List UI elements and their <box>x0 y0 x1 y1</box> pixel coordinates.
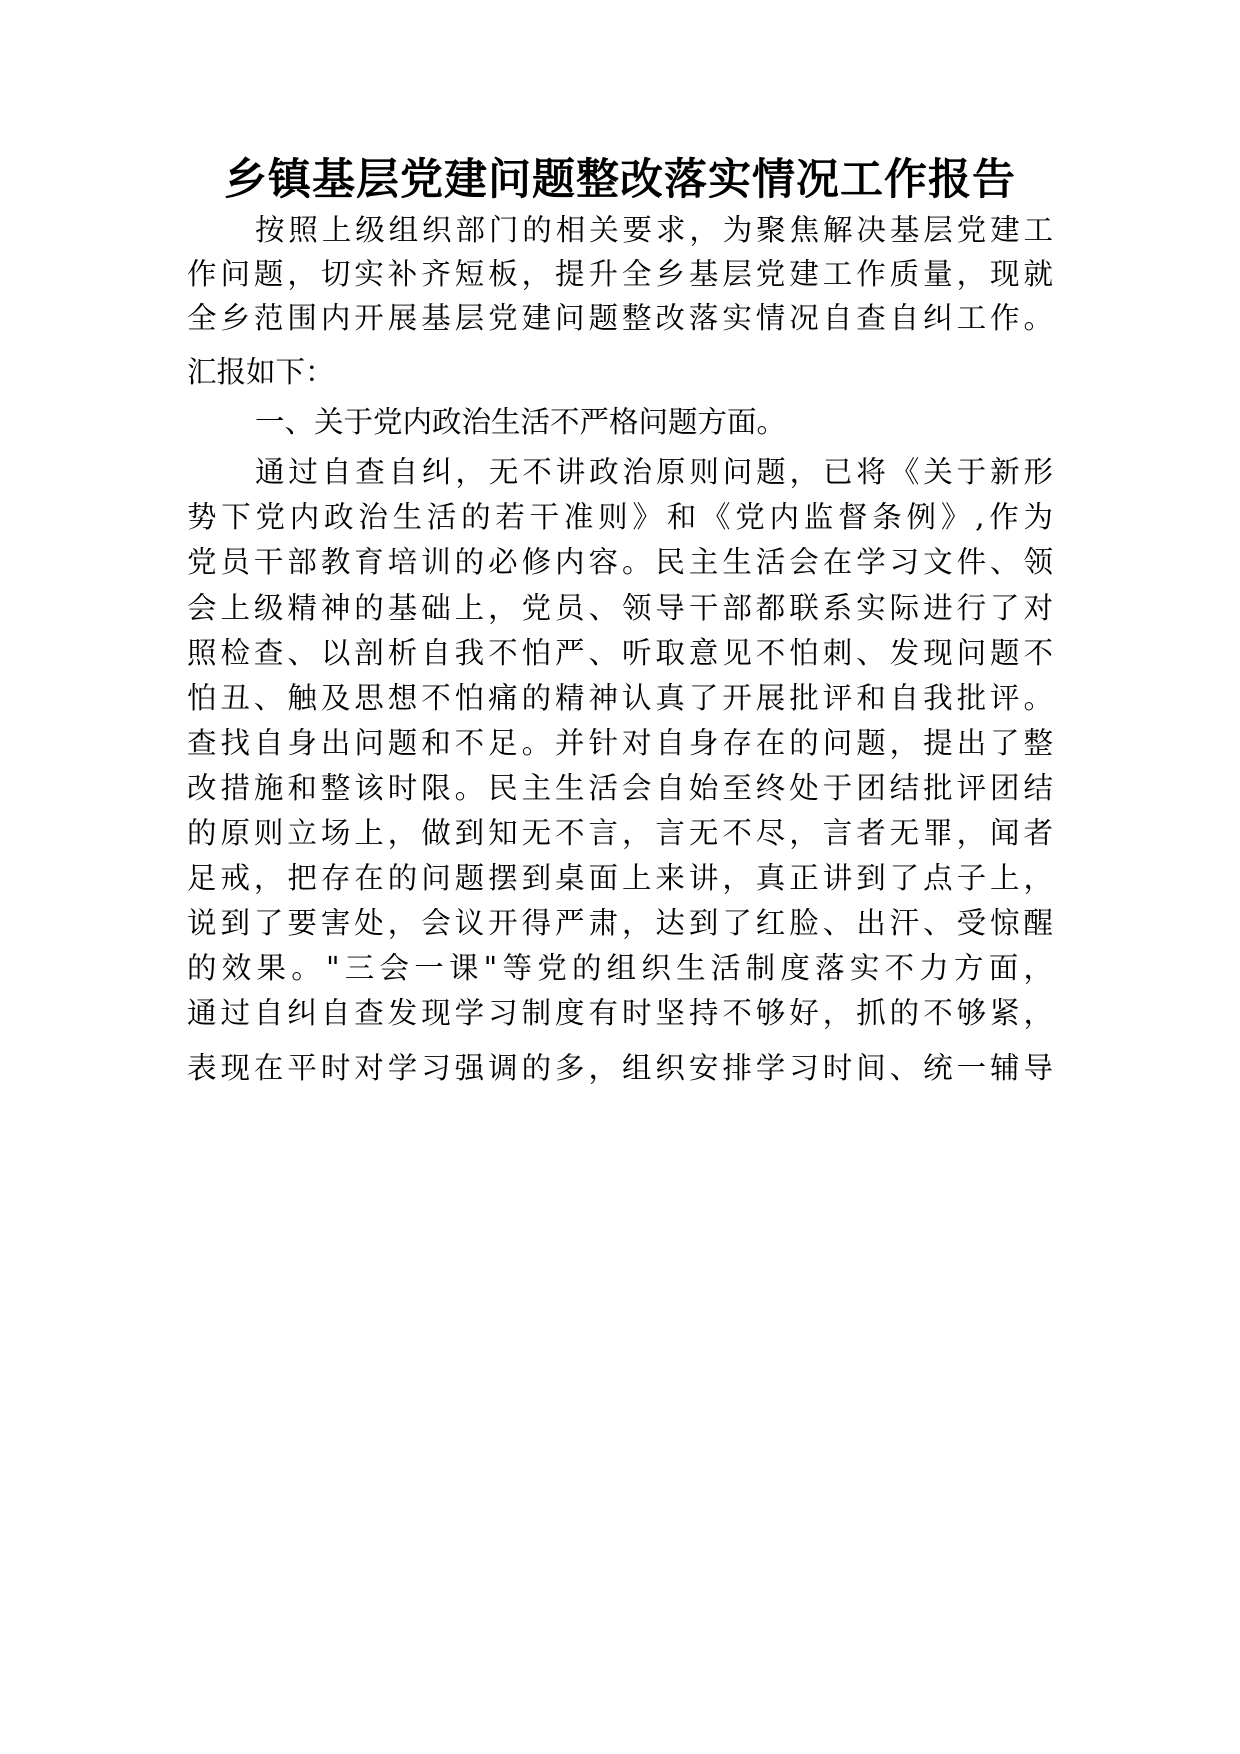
paragraph-line: 改措施和整该时限。民主生活会自始至终处于团结批评团结 <box>187 771 1053 805</box>
paragraph-line: 照检查、以剖析自我不怕严、听取意见不怕刺、发现问题不 <box>187 636 1053 670</box>
paragraph-line: 会上级精神的基础上，党员、领导干部都联系实际进行了对 <box>187 591 1053 625</box>
paragraph-line: 足戒，把存在的问题摆到桌面上来讲，真正讲到了点子上， <box>187 861 1053 895</box>
paragraph-line: 全乡范围内开展基层党建问题整改落实情况自查自纠工作。 <box>187 301 1053 335</box>
paragraph-line: 的原则立场上，做到知无不言，言无不尽，言者无罪，闻者 <box>187 816 1053 850</box>
paragraph-line: 势下党内政治生活的若干准则》和《党内监督条例》,作为 <box>187 500 1053 534</box>
paragraph-line: 怕丑、触及思想不怕痛的精神认真了开展批评和自我批评。 <box>187 681 1053 715</box>
paragraph-line: 按照上级组织部门的相关要求，为聚焦解决基层党建工 <box>255 213 1053 247</box>
paragraph-line: 党员干部教育培训的必修内容。民主生活会在学习文件、领 <box>187 545 1053 579</box>
paragraph-line: 通过自纠自查发现学习制度有时坚持不够好，抓的不够紧， <box>187 996 1053 1030</box>
paragraph-line: 说到了要害处，会议开得严肃，达到了红脸、出汗、受惊醒 <box>187 906 1053 940</box>
paragraph-line: 的效果。"三会一课"等党的组织生活制度落实不力方面， <box>187 951 1053 985</box>
paragraph-line: 汇报如下： <box>187 355 335 389</box>
section-heading: 一、关于党内政治生活不严格问题方面。 <box>255 405 787 439</box>
paragraph-line: 表现在平时对学习强调的多，组织安排学习时间、统一辅导 <box>187 1051 1053 1085</box>
document-title: 乡镇基层党建问题整改落实情况工作报告 <box>224 155 1016 205</box>
paragraph-line: 作问题，切实补齐短板，提升全乡基层党建工作质量，现就 <box>187 257 1053 291</box>
paragraph-line: 查找自身出问题和不足。并针对自身存在的问题，提出了整 <box>187 726 1053 760</box>
paragraph-line: 通过自查自纠，无不讲政治原则问题，已将《关于新形 <box>255 455 1053 489</box>
